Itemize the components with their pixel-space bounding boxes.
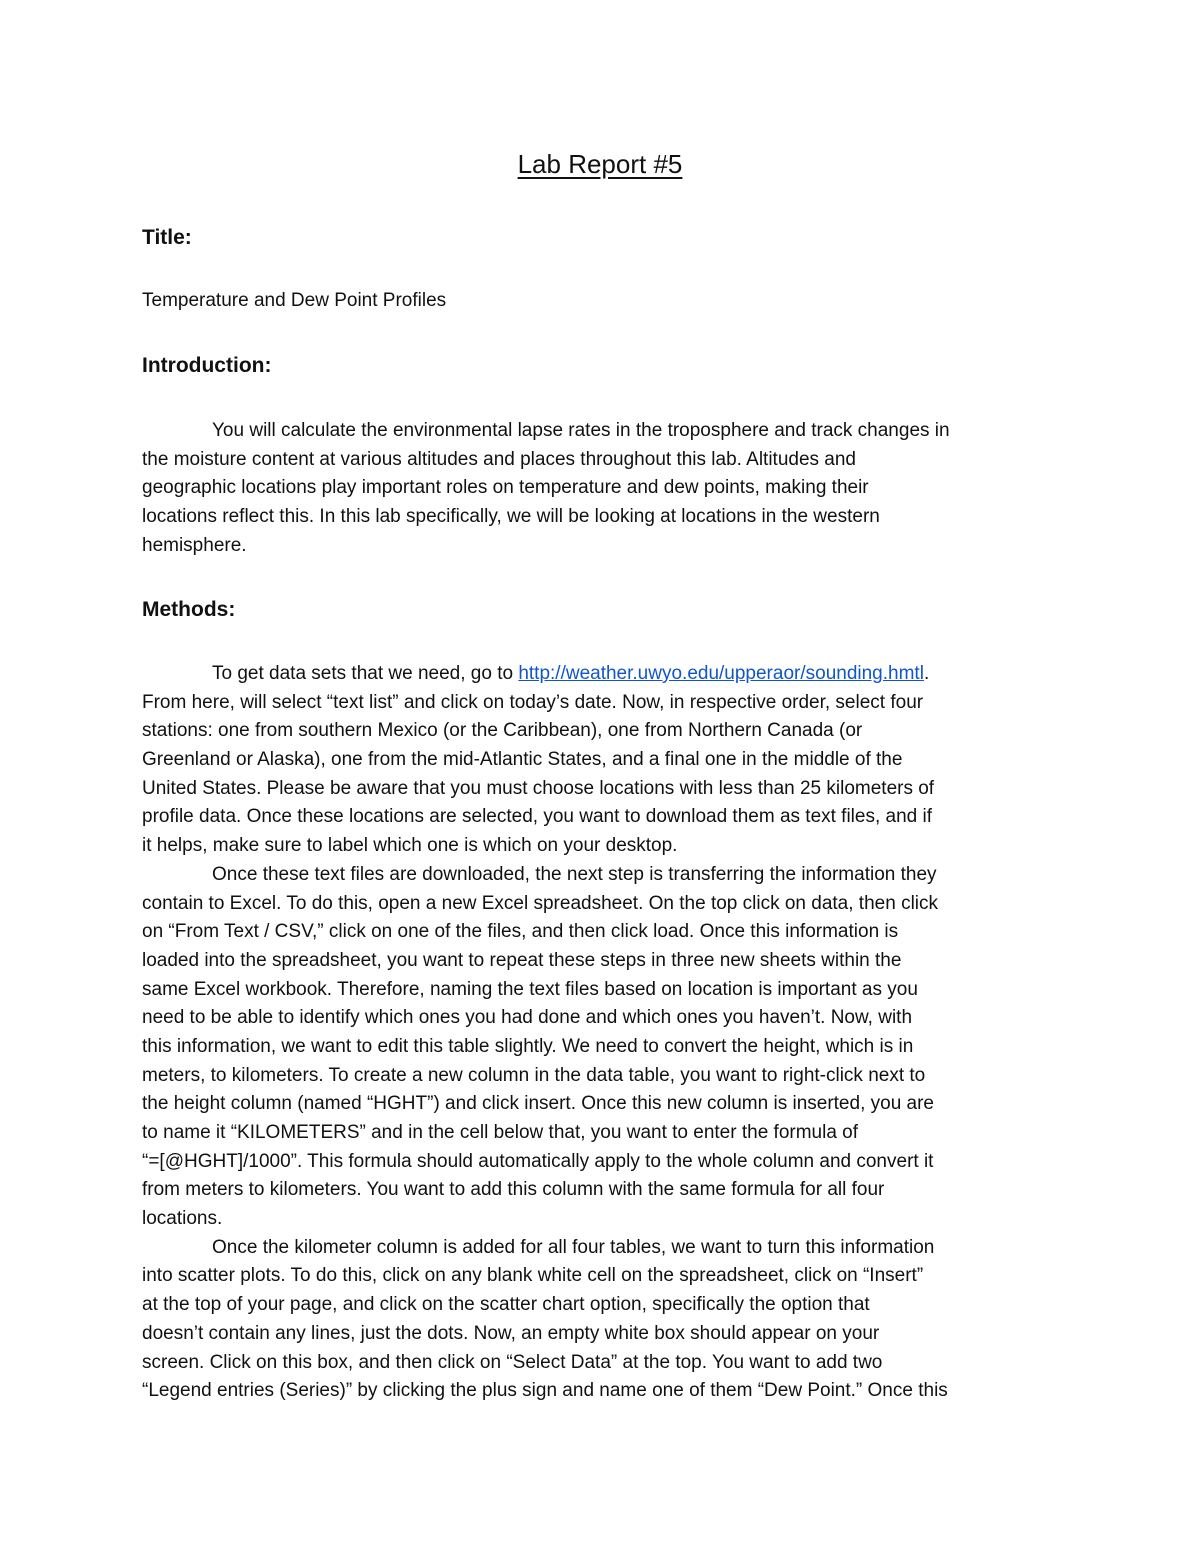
document-title: Lab Report #5 bbox=[517, 149, 683, 179]
introduction-line: the moisture content at various altitudes and places throughout this lab. Altitudes and bbox=[142, 448, 857, 470]
methods-line: need to be able to identify which ones you had done and which ones you haven’t. Now, with bbox=[142, 1007, 913, 1029]
report-title-value: Temperature and Dew Point Profiles bbox=[142, 290, 447, 311]
methods-line: United States. Please be aware that you must choose locations with less than 25 kilometers of bbox=[142, 777, 935, 799]
sounding-data-link[interactable]: http://weather.uwyo.edu/upperaor/sounding.hmtl bbox=[518, 663, 924, 684]
methods-line: to name it “KILOMETERS” and in the cell below that, you want to enter the formula of bbox=[142, 1122, 859, 1143]
methods-line: loaded into the spreadsheet, you want to repeat these steps in three new sheets within the bbox=[142, 949, 902, 971]
introduction-heading: Introduction: bbox=[142, 354, 272, 377]
methods-line: same Excel workbook. Therefore, naming the text files based on location is important as you bbox=[142, 978, 918, 1000]
methods-line: “Legend entries (Series)” by clicking the plus sign and name one of them “Dew Point.” Once this bbox=[142, 1380, 948, 1402]
methods-line: “=[@HGHT]/1000”. This formula should automatically apply to the whole column and convert it bbox=[142, 1150, 934, 1172]
methods-line: From here, will select “text list” and click on today’s date. Now, in respective order, select four bbox=[142, 691, 924, 713]
methods-line-prefix: To get data sets that we need, go to bbox=[212, 663, 519, 684]
introduction-line: locations reflect this. In this lab specifically, we will be looking at locations in the western bbox=[142, 506, 880, 528]
introduction-paragraph bbox=[142, 417, 1062, 560]
methods-line: stations: one from southern Mexico (or the Caribbean), one from Northern Canada (or bbox=[142, 720, 863, 742]
methods-line: on “From Text / CSV,” click on one of the files, and then click load. Once this information is bbox=[142, 921, 899, 943]
methods-line: it helps, make sure to label which one is which on your desktop. bbox=[142, 835, 678, 857]
methods-line: profile data. Once these locations are selected, you want to download them as text files, and if bbox=[142, 806, 933, 828]
methods-line-suffix: . bbox=[923, 663, 930, 684]
methods-line: screen. Click on this box, and then click on “Select Data” at the top. You want to add two bbox=[142, 1351, 883, 1373]
methods-line: doesn’t contain any lines, just the dots. Now, an empty white box should appear on your bbox=[142, 1322, 880, 1344]
methods-line: Once these text files are downloaded, the next step is transferring the information they bbox=[212, 863, 937, 885]
methods-line: Greenland or Alaska), one from the mid-Atlantic States, and a final one in the middle of the bbox=[142, 749, 903, 771]
methods-line: from meters to kilometers. You want to add this column with the same formula for all four bbox=[142, 1179, 885, 1201]
methods-section bbox=[142, 660, 1062, 1406]
methods-first-line bbox=[142, 660, 1062, 689]
methods-line: locations. bbox=[142, 1208, 223, 1230]
introduction-line: hemisphere. bbox=[142, 534, 247, 556]
methods-line: Once the kilometer column is added for all four tables, we want to turn this information bbox=[212, 1236, 935, 1258]
introduction-line: geographic locations play important roles on temperature and dew points, making their bbox=[142, 477, 869, 499]
methods-line: this information, we want to edit this table slightly. We need to convert the height, which is in bbox=[142, 1035, 914, 1057]
title-heading: Title: bbox=[142, 226, 192, 249]
methods-heading: Methods: bbox=[142, 598, 236, 621]
introduction-line: You will calculate the environmental lapse rates in the troposphere and track changes in bbox=[212, 420, 950, 441]
methods-line: meters, to kilometers. To create a new column in the data table, you want to right-click next to bbox=[142, 1064, 926, 1086]
methods-line: at the top of your page, and click on the scatter chart option, specifically the option that bbox=[142, 1294, 870, 1316]
methods-line: into scatter plots. To do this, click on any blank white cell on the spreadsheet, click on “Insert” bbox=[142, 1265, 924, 1287]
methods-line: contain to Excel. To do this, open a new Excel spreadsheet. On the top click on data, then click bbox=[142, 892, 939, 914]
methods-line: the height column (named “HGHT”) and click insert. Once this new column is inserted, you are bbox=[142, 1093, 934, 1115]
